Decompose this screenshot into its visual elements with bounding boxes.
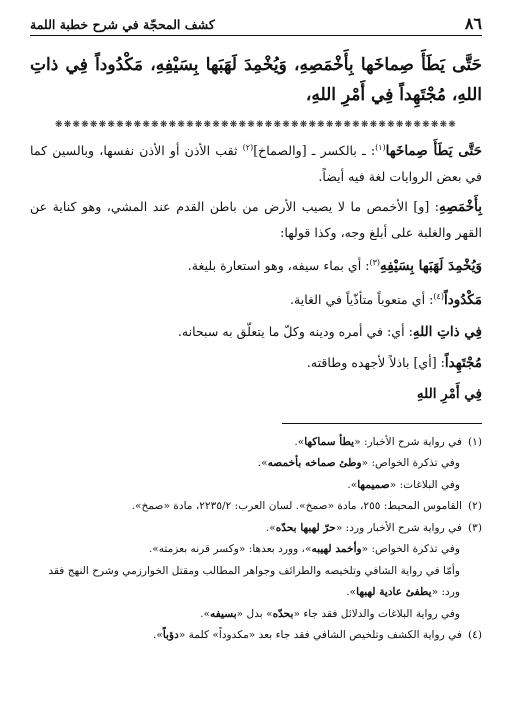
commentary-text: : [أي] باذلاً لأجهده وطاقته. — [306, 354, 445, 370]
commentary-term: مَكْدُوداً — [443, 292, 482, 309]
commentary-term: حَتَّى يَطَأَ صِماخَها — [385, 143, 482, 160]
commentary-term: فِي ذاتِ اللهِ — [412, 323, 482, 340]
footnote-line: وأمّا في رواية الشافي وتلخيصه والطرائف وجواهر المطالب ومقتل الخوارزمي وشرح النهج فقد ورد: «يطفئ عادية لهبها». — [48, 564, 460, 599]
commentary — [30, 135, 482, 407]
footnote-number: (٢) — [468, 500, 482, 513]
footnote-ref: (٤) — [433, 292, 444, 302]
footnote — [30, 518, 482, 540]
star-separator: ❋❋❋❋❋❋❋❋❋❋❋❋❋❋❋❋❋❋❋❋❋❋❋❋❋❋❋❋❋❋❋❋❋❋❋❋❋❋❋❋❋❋❋❋❋❋ — [54, 120, 458, 130]
commentary-text: : أي متعوباً متأذّياً في الغاية. — [289, 292, 434, 308]
footnote-text: في رواية شرح الأخبار ورد: «حرّ لهبها بحدّه». — [265, 521, 462, 534]
footnote-ref: (٣) — [369, 258, 381, 268]
footnote-line: وفي رواية البلاغات والدلائل فقد جاء «بحدّه» بدل «بسيفه». — [200, 607, 460, 620]
commentary-text: : أي: في أمره ودينه وكلّ ما يتعلّق به سبحانه. — [177, 323, 413, 339]
footnote-text: في رواية الكشف وتلخيص الشافي فقد جاء بعد «مكدوداً» كلمة «دؤباً». — [152, 629, 462, 642]
footnote-ref: (٢) — [242, 143, 254, 152]
commentary-term: مُجْتَهِداً — [444, 354, 482, 371]
commentary-term: وَيُخْمِدَ لَهَبَها بِسَيْفِهِ — [380, 258, 482, 275]
commentary-paragraph — [30, 135, 482, 189]
footnote — [30, 496, 482, 518]
book-title: كشف المحجّة في شرح خطبة اللمة — [30, 17, 215, 32]
commentary-term: بِأَخْمَصِهِ — [439, 199, 482, 216]
commentary-text: : أي بماء سيفه، وهو استعارة بليغة. — [187, 258, 370, 274]
commentary-term: فِي أَمْرِ اللهِ — [416, 385, 482, 402]
footnote-text: في رواية شرح الأخبار: «يطأ سماكها». — [294, 435, 462, 448]
commentary-paragraph — [30, 381, 482, 407]
commentary-paragraph — [30, 250, 482, 279]
commentary-text: : [و] الأخمص ما لا يصيب الأرض من باطن القدم عند المشي، وهو كناية عن القهر والغلبة على أبلغ وجه، وكذا قولها: — [30, 199, 482, 241]
commentary-paragraph — [30, 319, 482, 345]
running-header — [30, 14, 482, 36]
footnote-number: (٤) — [468, 629, 482, 642]
footnote — [30, 432, 482, 454]
commentary-paragraph — [30, 284, 482, 313]
footnote — [30, 625, 482, 647]
footnote-text: القاموس المحيط: ٢٥٥، مادة «صمخ». لسان العرب: ٢٢٣٥/٢، مادة «صمخ». — [131, 500, 462, 513]
footnote-line: وفي تذكرة الخواص: «وأخمد لهيبه»، وورد بعدها: «وكسر قرنه بعزمته». — [148, 543, 460, 556]
footnotes — [30, 432, 482, 647]
commentary-paragraph — [30, 194, 482, 245]
footnote-number: (١) — [468, 435, 482, 448]
footnote-ref: (١) — [375, 143, 386, 152]
footnote-divider — [282, 423, 482, 424]
page-number: ٨٦ — [464, 14, 482, 33]
footnote-number: (٣) — [468, 521, 482, 534]
footnote-line: وفي البلاغات: «صميمها». — [347, 478, 460, 491]
commentary-paragraph — [30, 350, 482, 376]
footnote-line: وفي تذكرة الخواص: «وطئ صماخه بأخمصه». — [257, 457, 460, 470]
sermon-excerpt: حَتَّى يَطَأَ صِماخَها بِأَخْمَصِهِ، وَيُخْمِدَ لَهَبَها بِسَيْفِهِ، مَكْدُوداً فِي ذاتِ اللهِ، مُجْتَهِداً فِي أَمْرِ اللهِ، — [30, 55, 482, 105]
commentary-text: : ـ بالكسر ـ [والصماخ] — [253, 143, 376, 159]
commentary-text: ثقب الأذن أو الأذن نفسها، وبالسين كما في بعض الروايات لغة فيه أيضاً. — [30, 143, 482, 185]
